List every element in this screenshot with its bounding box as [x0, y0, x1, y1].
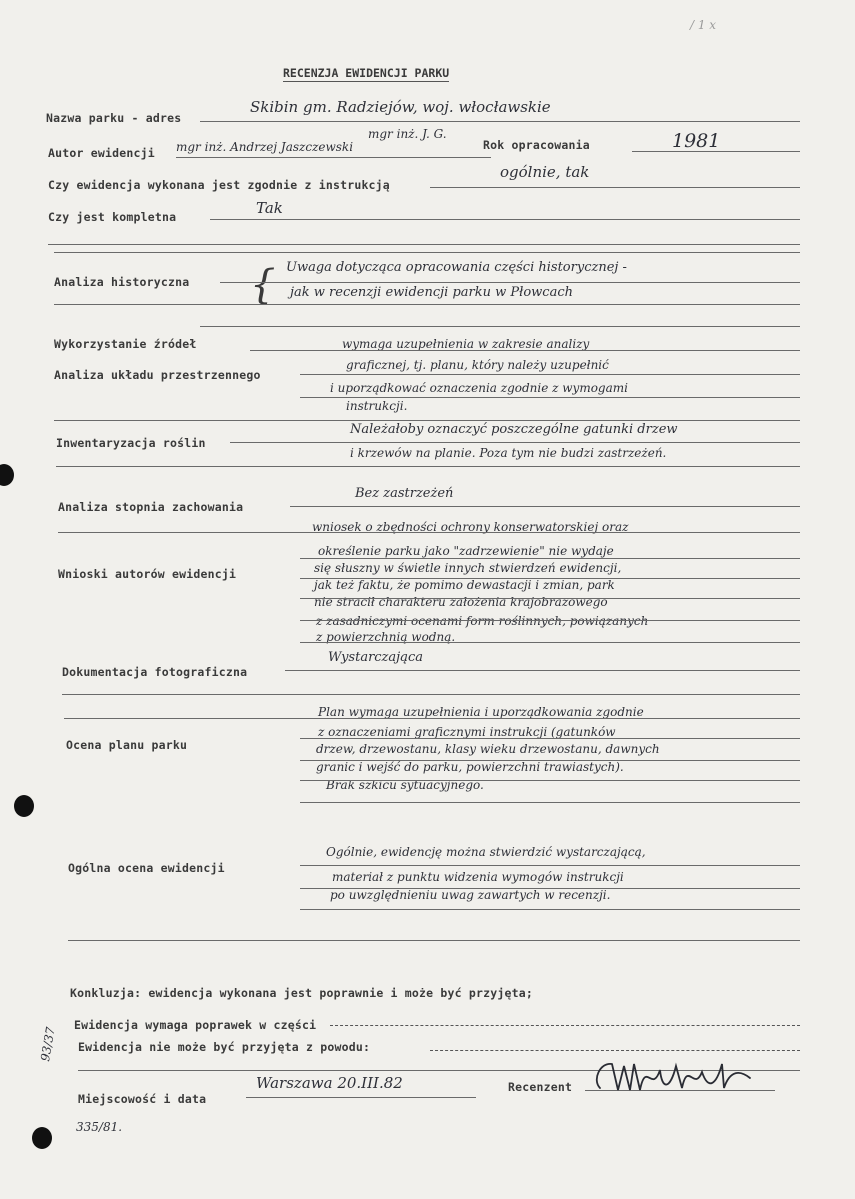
- answer-plan-2: z oznaczeniami graficznymi instrukcji (gatunków: [318, 725, 616, 739]
- label-preservation: Analiza stopnia zachowania: [58, 500, 244, 514]
- answer-compliance: ogólnie, tak: [500, 163, 590, 181]
- punch-hole-bottom: [32, 1127, 52, 1149]
- label-spatial: Analiza układu przestrzennego: [54, 368, 261, 382]
- answer-overall-3: po uwzględnieniu uwag zawartych w recenzji.: [330, 888, 611, 902]
- label-reviewer: Recenzent: [508, 1080, 573, 1094]
- answer-historical-2: jak w recenzji ewidencji parku w Płowcach: [290, 285, 573, 300]
- answer-plan-3: drzew, drzewostanu, klasy wieku drzewostanu, dawnych: [316, 742, 660, 756]
- answer-author-sup: mgr inż. J. G.: [368, 127, 447, 141]
- label-photo-docs: Dokumentacja fotograficzna: [62, 665, 248, 679]
- answer-place-date: Warszawa 20.III.82: [256, 1074, 403, 1092]
- side-mark: 93/37: [38, 1025, 58, 1063]
- answer-conclusions-7: z powierzchnią wodną.: [316, 630, 456, 644]
- answer-plan-4: granic i wejść do parku, powierzchni trawiastych).: [316, 760, 624, 774]
- answer-plan-1: Plan wymaga uzupełnienia i uporządkowania zgodnie: [318, 705, 644, 719]
- answer-park-name: Skibin gm. Radziejów, woj. włocławskie: [250, 98, 551, 116]
- label-conclusions: Wnioski autorów ewidencji: [58, 567, 237, 581]
- answer-conclusions-2: określenie parku jako "zadrzewienie" nie wydaje: [318, 544, 614, 558]
- answer-conclusions-3: się słuszny w świetle innych stwierdzeń ewidencji,: [314, 561, 622, 575]
- label-place-date: Miejscowość i data: [78, 1092, 207, 1106]
- label-inventory: Inwentaryzacja roślin: [56, 436, 206, 450]
- brace-historical: {: [250, 262, 276, 308]
- answer-conclusions-5: nie stracił charakteru założenia krajobrazowego: [314, 595, 608, 609]
- answer-photo-docs: Wystarczająca: [328, 650, 423, 665]
- reviewer-signature: [590, 1050, 760, 1100]
- answer-spatial-2: graficznej, tj. planu, który należy uzupełnić: [346, 358, 609, 372]
- answer-complete: Tak: [256, 199, 283, 217]
- label-not-accepted: Ewidencja nie może być przyjęta z powodu:: [78, 1040, 371, 1054]
- label-sources: Wykorzystanie źródeł: [54, 337, 197, 351]
- label-conclusion-accepted: Konkluzja: ewidencja wykonana jest poprawnie i może być przyjęta;: [70, 986, 534, 1000]
- answer-spatial-1: wymaga uzupełnienia w zakresie analizy: [342, 337, 590, 351]
- answer-overall-1: Ogólnie, ewidencję można stwierdzić wystarczającą,: [326, 845, 646, 859]
- punch-hole-middle: [14, 795, 34, 817]
- label-plan: Ocena planu parku: [66, 738, 188, 752]
- page-title: RECENZJA EWIDENCJI PARKU: [283, 66, 450, 80]
- answer-preservation: Bez zastrzeżeń: [355, 486, 454, 501]
- reference-number: 335/81.: [76, 1120, 123, 1134]
- corner-mark: / 1 x: [690, 18, 717, 32]
- label-historical: Analiza historyczna: [54, 275, 190, 289]
- label-park-name: Nazwa parku - adres: [46, 111, 182, 125]
- answer-historical-1: Uwaga dotycząca opracowania części historycznej -: [286, 260, 627, 275]
- answer-spatial-4: instrukcji.: [346, 399, 408, 413]
- label-complete: Czy jest kompletna: [48, 210, 177, 224]
- label-compliance: Czy ewidencja wykonana jest zgodnie z instrukcją: [48, 178, 390, 192]
- label-author: Autor ewidencji: [48, 146, 155, 160]
- answer-spatial-3: i uporządkować oznaczenia zgodnie z wymogami: [330, 381, 628, 395]
- label-needs-corrections: Ewidencja wymaga poprawek w części: [74, 1018, 317, 1032]
- answer-author: mgr inż. Andrzej Jaszczewski: [176, 140, 354, 154]
- label-overall: Ogólna ocena ewidencji: [68, 861, 225, 875]
- answer-conclusions-1: wniosek o zbędności ochrony konserwatorskiej oraz: [312, 520, 629, 534]
- answer-year: 1981: [672, 130, 721, 152]
- answer-overall-2: materiał z punktu widzenia wymogów instrukcji: [332, 870, 624, 884]
- answer-plan-5: Brak szkicu sytuacyjnego.: [326, 778, 484, 792]
- answer-conclusions-6: z zasadniczymi ocenami form roślinnych, powiązanych: [316, 614, 649, 628]
- label-year: Rok opracowania: [483, 138, 590, 152]
- answer-inventory-2: i krzewów na planie. Poza tym nie budzi zastrzeżeń.: [350, 446, 667, 460]
- answer-inventory-1: Należałoby oznaczyć poszczególne gatunki drzew: [350, 422, 678, 437]
- punch-hole-top: [0, 464, 14, 486]
- answer-conclusions-4: jak też faktu, że pomimo dewastacji i zmian, park: [314, 578, 615, 592]
